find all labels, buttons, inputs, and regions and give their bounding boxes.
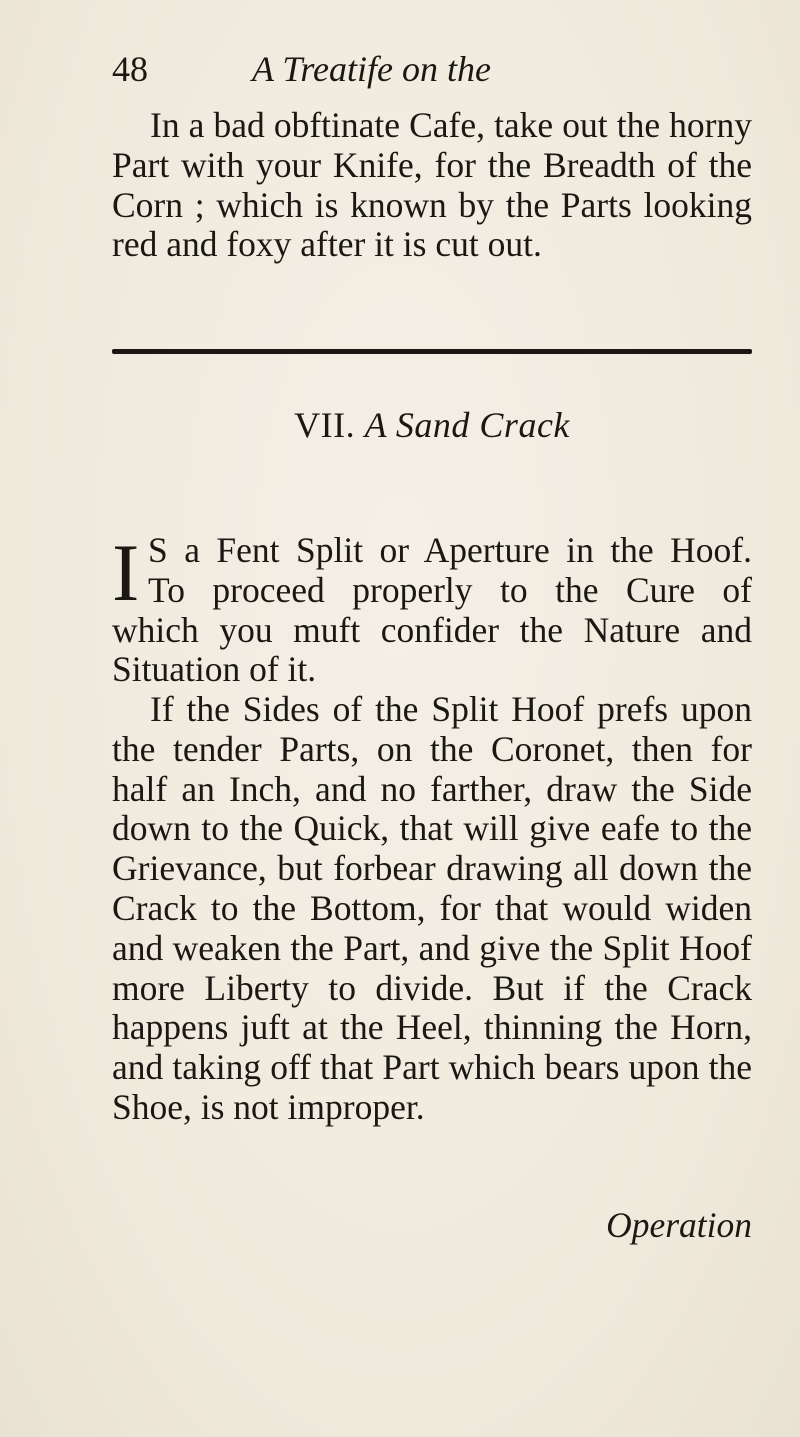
drop-cap: I — [112, 527, 140, 618]
running-title: A Treatife on the — [252, 49, 491, 89]
page-number: 48 — [112, 49, 148, 89]
section-title: A Sand Crack — [364, 405, 570, 445]
paragraph-line: which you muft confider the Nature and — [112, 609, 752, 650]
page-header — [112, 42, 752, 98]
paragraph-line: To proceed properly to the Cure of — [148, 569, 752, 610]
section-divider — [112, 349, 752, 354]
second-paragraph: If the Sides of the Split Hoof prefs upon the tender Parts, on the Coronet, then for half an Inch, and no farther, draw the Side down to the Quick, that will give eafe to the Grievance, but forbear drawing all down the Crack to the Bottom, for that would widen and weaken the Part, and give the Split Hoof more Liberty to divide. But if the Crack happens juft at the Heel, thinning the Horn, and taking off that Part which bears upon the Shoe, is not improper. — [112, 689, 752, 1127]
section-number: VII. — [294, 405, 356, 445]
opening-paragraph — [112, 527, 752, 690]
paragraph-line: Situation of it. — [112, 649, 317, 690]
paragraph-line: S a Fent Split or Aperture in the Hoof. — [148, 530, 752, 570]
catchword: Operation — [606, 1205, 752, 1245]
section-heading — [112, 404, 752, 446]
intro-paragraph: In a bad obftinate Cafe, take out the horny Part with your Knife, for the Breadth of the Corn ; which is known by the Parts looking red and foxy after it is cut out. — [112, 105, 752, 265]
